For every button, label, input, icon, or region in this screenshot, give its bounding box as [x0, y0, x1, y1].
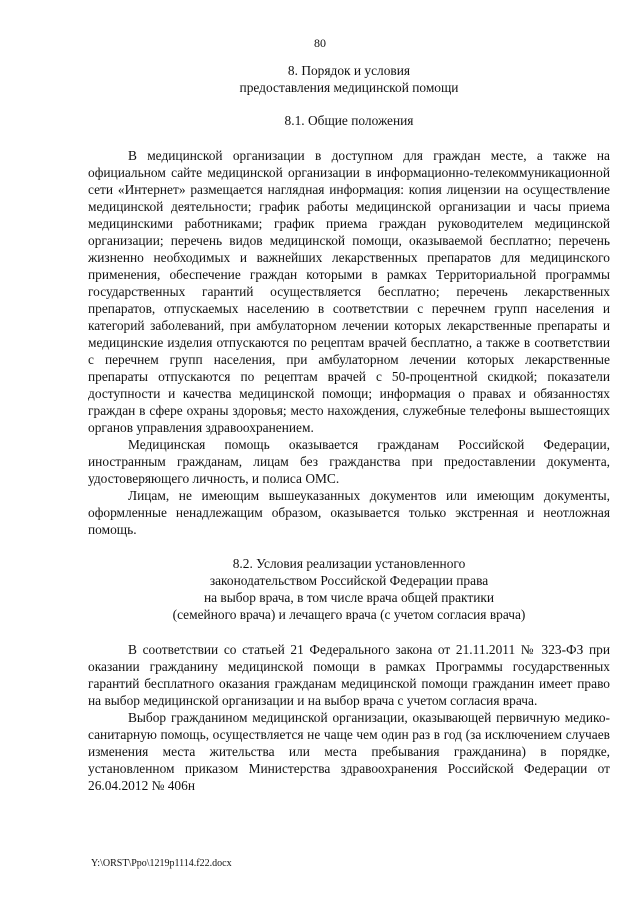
subsection-title-line: 8.2. Условия реализации установленного: [232, 556, 466, 571]
subsection-title-line: (семейного врача) и лечащего врача (с учетом согласия врача): [172, 607, 526, 622]
paragraph: Лицам, не имеющим вышеуказанных документов или имеющим документы, оформленные ненадлежащим образом, оказывается только экстренная и неотложная помощь.: [88, 488, 610, 537]
subsection-title-line: на выбор врача, в том числе врача общей практики: [203, 590, 495, 605]
paragraph: Медицинская помощь оказывается гражданам Российской Федерации, иностранным гражданам, лицам без гражданства при предоставлении документа, удостоверяющего личность, и полиса ОМС.: [88, 437, 610, 486]
document-body: [88, 62, 610, 794]
paragraph: В медицинской организации в доступном для граждан месте, а также на официальном сайте медицинской организации в информационно-телекоммуникационной сети «Интернет» размещается наглядная информация: копия лицензии на осуществление медицинской деятельности; график работы медицинской организации и часы приема медицинскими работниками; график приема граждан руководителем медицинской организации; перечень видов медицинской помощи, оказываемой бесплатно; перечень жизненно необходимых и важнейших лекарственных препаратов для медицинского применения, обеспечение граждан которыми в рамках Территориальной программы государственных гарантий осуществляется бесплатно; перечень лекарственных препаратов, отпускаемых населению в соответствии с перечнем групп населения и категорий заболеваний, при амбулаторном лечении которых лекарственные препараты и медицинские изделия отпускаются по рецептам врачей бесплатно, а также в соответствии с перечнем групп населения, при амбулаторном лечении которых лекарственные препараты отпускаются по рецептам врачей с 50-процентной скидкой; показатели доступности и качества медицинской помощи; информация о правах и обязанностях граждан в сфере охраны здоровья; место нахождения, служебные телефоны вышестоящих органов управления здравоохранением.: [88, 148, 610, 435]
subsection-title-8-1: 8.1. Общие положения: [284, 113, 414, 128]
section-title-line-1: 8. Порядок и условия: [287, 63, 411, 78]
page-number: 80: [314, 36, 326, 50]
subsection-title-8-2: [88, 555, 610, 623]
section-title-line-2: предоставления медицинской помощи: [239, 80, 459, 95]
subsection-title-line: законодательством Российской Федерации права: [209, 573, 489, 588]
paragraph: В соответствии со статьей 21 Федерального закона от 21.11.2011 № 323-ФЗ при оказании гражданину медицинской помощи в рамках Программы государственных гарантий бесплатного оказания гражданам медицинской помощи гражданин имеет право на выбор медицинской организации и на выбор врача с учетом согласия врача.: [88, 642, 610, 708]
paragraph: Выбор гражданином медицинской организации, оказывающей первичную медико-санитарную помощь, осуществляется не чаще чем один раз в год (за исключением случаев изменения места жительства или места пребывания гражданина) в порядке, установленном приказом Министерства здравоохранения Российской Федерации от 26.04.2012 № 406н: [88, 710, 610, 793]
footer-file-path: Y:\ORST\Ppo\1219p1114.f22.docx: [91, 858, 232, 869]
